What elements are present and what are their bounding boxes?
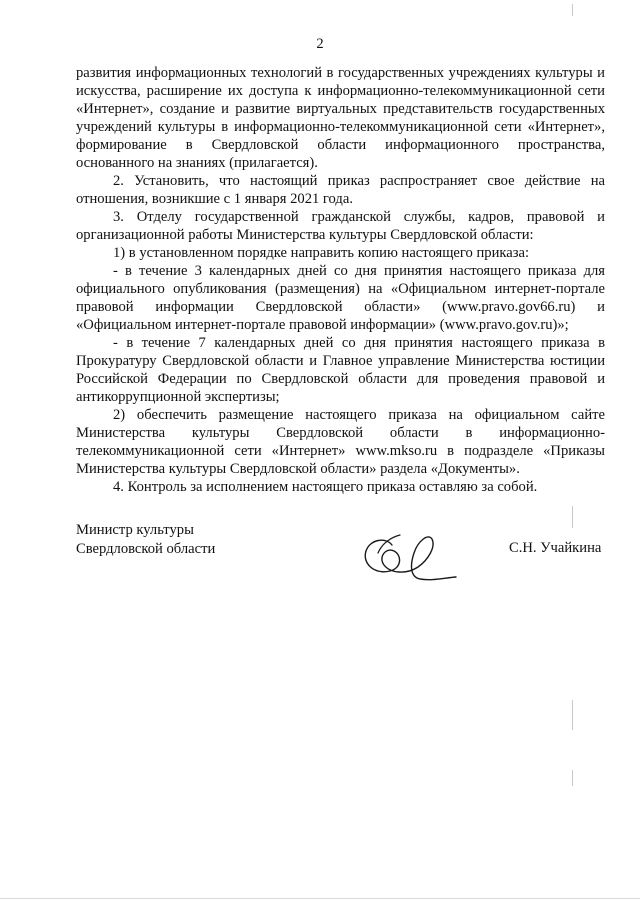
scan-edge-mark [572,4,573,16]
signatory-name: С.Н. Учайкина [509,540,602,556]
paragraph-item-3: 3. Отделу государственной гражданской службы, кадров, правовой и организационной работы Министерства культуры Свердловской области: [76,209,605,243]
paragraph-item-2: 2. Установить, что настоящий приказ распространяет свое действие на отношения, возникшие с 1 января 2021 года. [76,173,605,207]
scan-edge-mark [572,700,573,730]
handwritten-signature [356,531,466,587]
scan-edge-line [0,898,640,899]
paragraph-dash-2: - в течение 7 календарных дней со дня принятия настоящего приказа в Прокуратуру Свердловской области и Главное управление Министерства юстиции Российской Федерации по Свердловской области для проведения правовой и антикоррупционной экспертизы; [76,335,605,405]
signatory-title [76,521,215,559]
signatory-title-line1: Министр культуры [76,522,194,538]
paragraph-dash-1: - в течение 3 календарных дней со дня принятия настоящего приказа для официального опубликования (размещения) на «Официальном интернет-портале правовой информации Свердловской области» (www.pravo.gov66.ru) и «Официальном интернет-портале правовой информации» (www.pravo.gov.ru)»; [76,263,605,333]
scan-edge-mark [572,770,573,786]
signatory-title-line2: Свердловской области [76,541,216,557]
paragraph-subitem-1: 1) в установленном порядке направить копию настоящего приказа: [113,245,530,261]
page-number: 2 [316,36,324,52]
paragraph-continuation: развития информационных технологий в государственных учреждениях культуры и искусства, расширение их доступа к информационно-телекоммуникационной сети «Интернет», создание и развитие виртуальных представительств государственных учреждений культуры в информационно-телекоммуникационной сети «Интернет», формирование в Свердловской области информационного пространства, основанного на знаниях (прилагается). [76,65,605,171]
scan-edge-mark [572,506,573,528]
document-body [76,64,605,496]
paragraph-subitem-2: 2) обеспечить размещение настоящего приказа на официальном сайте Министерства культуры Свердловской области в информационно-телекоммуникационной сети «Интернет» www.mkso.ru в подразделе «Приказы Министерства культуры Свердловской области» раздела «Документы». [76,407,605,477]
paragraph-item-4: 4. Контроль за исполнением настоящего приказа оставляю за собой. [113,479,538,495]
